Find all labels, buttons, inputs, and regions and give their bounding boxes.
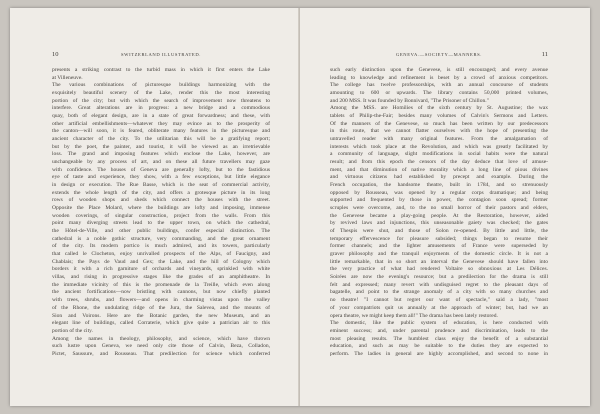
text-line: eminent success; and, under parental prudence and discrimination, leads to the xyxy=(330,327,548,334)
text-line: most pleasing results. The humblest class enjoy the benefit of a substantial xyxy=(330,335,548,342)
text-line: loss. The grand and imposing features which enclose the Lake, however, are xyxy=(52,151,270,158)
text-line: felt and expressed; many revert with undisguised regret to the pleasant days of xyxy=(330,281,548,288)
text-line: the Hôtel-de-Ville, and other public buildings, confer especial distinction. The xyxy=(52,228,270,235)
text-line: The domestic, like the public system of education, is here conducted with xyxy=(330,320,548,327)
text-line: Chablais; the Pays de Vaud and Gex; the Lake, and the hill of Cologny which xyxy=(52,258,270,265)
text-line: the Genevese became a play-going people. At the Restoration, however, aided xyxy=(330,212,548,219)
right-page-header xyxy=(330,51,548,61)
text-line: wooden coverings, of singular construction, project from the walls. From this xyxy=(52,212,270,219)
page-number: 10 xyxy=(52,51,59,58)
text-line: with trees, shrubs, and flowers—and opens in charming vistas upon the valley xyxy=(52,297,270,304)
text-line: Among the MSS. are Homilies of the sixth century by St. Augustine; the wax xyxy=(330,105,548,112)
text-line: education, and such as may be suitable to the duties they are expected to xyxy=(330,343,548,350)
text-line: graver philosophy and the tranquil enjoyments of the domestic circle. It is not a xyxy=(330,251,548,258)
text-line: eye of taste and experience, they show, with a few exceptions, but little elegance xyxy=(52,174,270,181)
text-line: temporary effervescence for pleasure subsided; things began to resume their xyxy=(330,235,548,242)
text-line: no theatre! "I cannot but regret our want of spectacle," said a lady, "most xyxy=(330,297,548,304)
text-line: result; and from this epoch the censors of the day deduce that love of amuse- xyxy=(330,159,548,166)
text-line: and 200 MSS. It was founded by Bonnivard, "The Prisoner of Chillon." xyxy=(330,97,489,104)
text-line: borders it with a rich garniture of orchards and vineyards, sprinkled with white xyxy=(52,266,270,273)
text-line: quay, both of elegant design, are in a state of great forwardness; and these, with xyxy=(52,113,270,120)
text-line: Soirées are now the evening's resource; but a predilection for the drama is still xyxy=(330,274,548,281)
text-line: the immediate vicinity of this is the promenade de la Treille, which even along xyxy=(52,281,270,288)
text-line: ancient character of the city. To the utilitarian this will be a gratifying report; xyxy=(52,136,270,143)
text-line: the very practice of what had rendered Voltaire so obnoxious at Les Délices. xyxy=(330,266,548,273)
text-line: such early distinction upon the Genevese, is still encouraged; and every avenue xyxy=(330,67,548,73)
text-line: portion of the city; but with which the search of improvement now threatens to xyxy=(52,97,270,104)
text-line: little remarkable, that in so short an interval the Genevese should have fallen into xyxy=(330,258,548,265)
text-line: exquisitely beautiful scenery of the Lake, render this the most interesting xyxy=(52,90,270,97)
page-number: 11 xyxy=(541,51,548,58)
text-line: extends the whole length of the city, and offers a grotesque picture in its long xyxy=(52,189,270,196)
text-line: with confidence. The houses of Geneva are generally lofty, but to the fastidious xyxy=(52,166,270,173)
text-line: a community of language, slight modifications in social habits were the natural xyxy=(330,151,548,158)
text-line: of your compatriots quit us annually at the approach of winter; but, had we an xyxy=(330,304,548,311)
text-line: opera theatre, we might keep them all!" The drama has been lately restored. xyxy=(330,312,498,319)
text-line: Sion and Voirons. Here are the Botanic garden, the new Museum, and an xyxy=(52,312,270,319)
text-line: by revived laws and injunctions, this unseasonable gaiety was checked; the gates xyxy=(330,220,548,227)
text-line: tablets of Philip-the-Fair; besides many volumes of Calvin's Sermons and Letters. xyxy=(330,113,548,120)
text-line: interests which took place at the Revolution, and which was greatly facilitated by xyxy=(330,143,548,150)
text-line: scruples were overcome, and, to the no small horror of their pastors and elders, xyxy=(330,205,548,212)
text-line: at Villeneuve. xyxy=(52,74,83,81)
text-line: in design or execution. The Rue Basse, which is the seat of commercial activity, xyxy=(52,182,270,189)
text-line: interfere. Great alterations are in progress: a new bridge and a commodious xyxy=(52,105,270,112)
text-line: of the city. Its modern portico is much admired, and its towers, particularly xyxy=(52,243,270,250)
text-line: rows of wooden shops and sheds which connect the houses with the street. xyxy=(52,197,270,204)
text-line: Among the names in theology, philosophy, and science, which have thrown xyxy=(52,335,270,342)
text-line: The college has twelve professorships, with an annual concourse of students xyxy=(330,82,548,89)
body-text xyxy=(52,67,270,359)
text-line: villas, and rising in progressive stages like the grades of an amphitheatre. In xyxy=(52,274,270,281)
text-line: such lustre upon Geneva, we need only cite those of Calvin, Beza, Colladon, xyxy=(52,343,270,350)
text-line: leading to knowledge and refinement is beset by a crowd of anxious competitors. xyxy=(330,74,548,81)
text-line: that called le Clocheton, enjoy unrivalled prospects of the Alps, of Faucigny, and xyxy=(52,251,270,258)
text-line: point many diverging streets lead to the upper town, on which the cathedral, xyxy=(52,220,270,227)
text-line: portion of the city. xyxy=(52,327,93,334)
text-line: of the Rhone, the undulating ridge of the Jura, the Salevea, and the mounts of xyxy=(52,304,270,311)
text-line: perform. The ladies in general are highly accomplished, and second to none in xyxy=(330,350,548,357)
left-page xyxy=(10,8,300,406)
text-line: French occupation, the handsome theatre, built in 1784, and so strenuously xyxy=(330,182,548,189)
text-line: opposed by Rousseau, was opened by a regular corps dramatique; and being xyxy=(330,189,548,196)
text-line: the canton—will soon, it is feared, obliterate many features in the picturesque and xyxy=(52,128,270,135)
text-line: former channels; and the lighter amusements of France were superseded by xyxy=(330,243,548,250)
text-line: unchangeable by any process of art, and on these all future travellers may gaze xyxy=(52,159,270,166)
text-line: Opposite the Place Molard, where the buildings are lofty and imposing, immense xyxy=(52,205,270,212)
running-head: SWITZERLAND ILLUSTRATED. xyxy=(121,51,201,57)
text-line: bagatelle, and point to the strange anomaly of a city with so many churches and xyxy=(330,289,548,296)
text-line: amounting to 600 or upwards. The library contains 50,000 printed volumes, xyxy=(330,90,548,97)
text-line: Of the manners of the Genevese, so much has been written by our predecessors xyxy=(330,120,548,127)
text-line: elegant line of buildings, called Corraterie, which give quite a patrician air to this xyxy=(52,320,270,327)
text-line: and virtuous citizens had established by precept and example. During the xyxy=(330,174,548,181)
text-line: in this route, that we cannot flatter ourselves with the hope of presenting the xyxy=(330,128,548,135)
text-line: Pictet, Saussure, and Rousseau. That predilection for science which conferred xyxy=(52,350,270,357)
text-line: but by the poet, the painter, and tourist, it will be viewed as an irretrievable xyxy=(52,143,270,150)
text-line: untravelled reader with many original features. From the amalgamation of xyxy=(330,136,548,143)
text-line: supported and frequented by those in power, the contagion soon spread; former xyxy=(330,197,548,204)
text-line: the ancient fortifications—now bristling with cannons, but now chiefly planted xyxy=(52,289,270,296)
text-line: The various combinations of picturesque buildings harmonizing with the xyxy=(52,82,270,89)
text-line: other artificial embellishments—whatever they may evince as to the prosperity of xyxy=(52,120,270,127)
book-spread xyxy=(10,8,590,406)
right-page xyxy=(300,8,590,406)
text-line: presents a striking contrast to the turbid mass in which it first enters the Lake xyxy=(52,67,270,73)
left-page-header xyxy=(52,51,270,61)
text-line: cathedral is a noble gothic structure, very commanding, and the great ornament xyxy=(52,235,270,242)
text-line: ment, and that diminution of native morality which a long line of pious divines xyxy=(330,166,548,173)
body-text xyxy=(330,67,548,359)
text-line: of Thespis were shut, and those of Solon re-opened. By little and little, the xyxy=(330,228,548,235)
running-head: GENEVA.—SOCIETY—MANNERS. xyxy=(395,51,483,57)
